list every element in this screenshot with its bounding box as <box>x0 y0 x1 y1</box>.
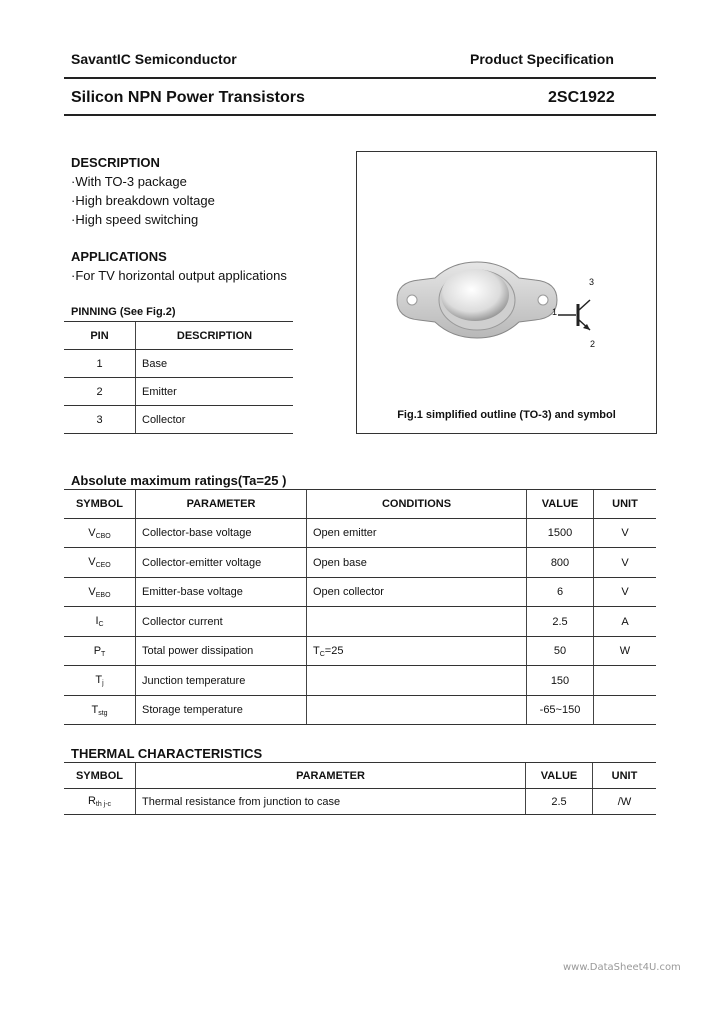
description-item: ·High breakdown voltage <box>71 193 215 208</box>
parameter-cell: Collector current <box>136 607 307 637</box>
value-cell: 50 <box>527 637 594 666</box>
symbol-cell: $V_{CBO}$ <box>64 519 136 548</box>
value-cell: 6 <box>527 578 594 607</box>
header-rule-bottom <box>64 114 656 116</box>
pin-description: Base <box>136 350 294 378</box>
figure-box <box>356 151 657 434</box>
value-cell: 2.5 <box>527 607 594 637</box>
table-row <box>64 350 293 378</box>
unit-cell: V <box>594 578 657 607</box>
symbol-cell: $I_C$ <box>64 607 136 637</box>
value-cell: 150 <box>527 666 594 696</box>
symbol-cell: $P_T$ <box>64 637 136 666</box>
parameter-cell: Collector-emitter voltage <box>136 548 307 578</box>
value-cell: 1500 <box>527 519 594 548</box>
table-row <box>64 666 656 696</box>
symbol-cell: $R_{th j-c}$ <box>64 789 136 815</box>
table-row <box>64 548 656 578</box>
conditions-cell <box>307 696 527 725</box>
pin-number: 3 <box>64 406 136 434</box>
pinning-table <box>64 321 293 434</box>
pinning-header-row <box>64 322 293 350</box>
to3-package-image <box>357 152 656 433</box>
conditions-cell <box>307 666 527 696</box>
value-cell: 2.5 <box>526 789 593 815</box>
pin-description: Collector <box>136 406 294 434</box>
symbol-pin-label: 3 <box>589 277 595 287</box>
table-row <box>64 378 293 406</box>
table-row <box>64 789 656 815</box>
pin-number: 2 <box>64 378 136 406</box>
table-row <box>64 519 656 548</box>
table-row <box>64 578 656 607</box>
abs-max-header-row <box>64 490 656 519</box>
symbol-cell: $V_{EBO}$ <box>64 578 136 607</box>
symbol-pin-label: 2 <box>590 339 596 349</box>
unit-cell <box>594 696 657 725</box>
conditions-cell: Open collector <box>307 578 527 607</box>
part-number: 2SC1922 <box>548 89 615 106</box>
table-row <box>64 607 656 637</box>
unit-cell: W <box>594 637 657 666</box>
pinning-header-pin: PIN <box>64 322 136 350</box>
thermal-header-value: VALUE <box>526 763 593 789</box>
abs-header-parameter: PARAMETER <box>136 490 307 519</box>
conditions-cell: $T_C=25$ <box>307 637 527 666</box>
symbol-pin-label: 1 <box>552 307 558 317</box>
unit-cell: /W <box>593 789 657 815</box>
watermark: www.DataSheet4U.com <box>563 962 681 973</box>
parameter-cell: Junction temperature <box>136 666 307 696</box>
abs-max-table <box>64 489 656 725</box>
symbol-cell: $T_{stg}$ <box>64 696 136 725</box>
parameter-cell: Collector-base voltage <box>136 519 307 548</box>
description-item: ·High speed switching <box>71 212 199 227</box>
description-item: ·With TO-3 package <box>71 174 187 189</box>
table-row <box>64 406 293 434</box>
parameter-cell: Total power dissipation <box>136 637 307 666</box>
conditions-cell: Open base <box>307 548 527 578</box>
pin-number: 1 <box>64 350 136 378</box>
pin-description: Emitter <box>136 378 294 406</box>
unit-cell <box>594 666 657 696</box>
abs-header-unit: UNIT <box>594 490 657 519</box>
company-name: SavantIC Semiconductor <box>71 51 237 67</box>
applications-title: APPLICATIONS <box>71 249 167 264</box>
thermal-header-parameter: PARAMETER <box>136 763 526 789</box>
abs-header-conditions: CONDITIONS <box>307 490 527 519</box>
product-line: Silicon NPN Power Transistors <box>71 89 305 106</box>
thermal-header-row <box>64 763 656 789</box>
conditions-cell: Open emitter <box>307 519 527 548</box>
conditions-cell <box>307 607 527 637</box>
unit-cell: V <box>594 548 657 578</box>
symbol-cell: $V_{CEO}$ <box>64 548 136 578</box>
table-row <box>64 696 656 725</box>
value-cell: -65~150 <box>527 696 594 725</box>
header-rule-top <box>64 77 656 79</box>
thermal-title: THERMAL CHARACTERISTICS <box>71 746 263 761</box>
figure-caption: Fig.1 simplified outline (TO-3) and symbol <box>397 409 616 421</box>
pinning-title: PINNING (See Fig.2) <box>71 306 176 318</box>
abs-header-value: VALUE <box>527 490 594 519</box>
table-row <box>64 637 656 666</box>
abs-header-symbol: SYMBOL <box>64 490 136 519</box>
parameter-cell: Storage temperature <box>136 696 307 725</box>
symbol-cell: $T_j$ <box>64 666 136 696</box>
abs-max-title: Absolute maximum ratings(Ta=25 ) <box>71 473 287 488</box>
doc-type: Product Specification <box>470 51 614 67</box>
parameter-cell: Emitter-base voltage <box>136 578 307 607</box>
parameter-cell: Thermal resistance from junction to case <box>136 789 526 815</box>
thermal-header-unit: UNIT <box>593 763 657 789</box>
pinning-header-description: DESCRIPTION <box>136 322 294 350</box>
unit-cell: V <box>594 519 657 548</box>
thermal-header-symbol: SYMBOL <box>64 763 136 789</box>
applications-item: ·For TV horizontal output applications <box>71 268 287 283</box>
thermal-table <box>64 762 656 815</box>
unit-cell: A <box>594 607 657 637</box>
value-cell: 800 <box>527 548 594 578</box>
description-title: DESCRIPTION <box>71 155 160 170</box>
